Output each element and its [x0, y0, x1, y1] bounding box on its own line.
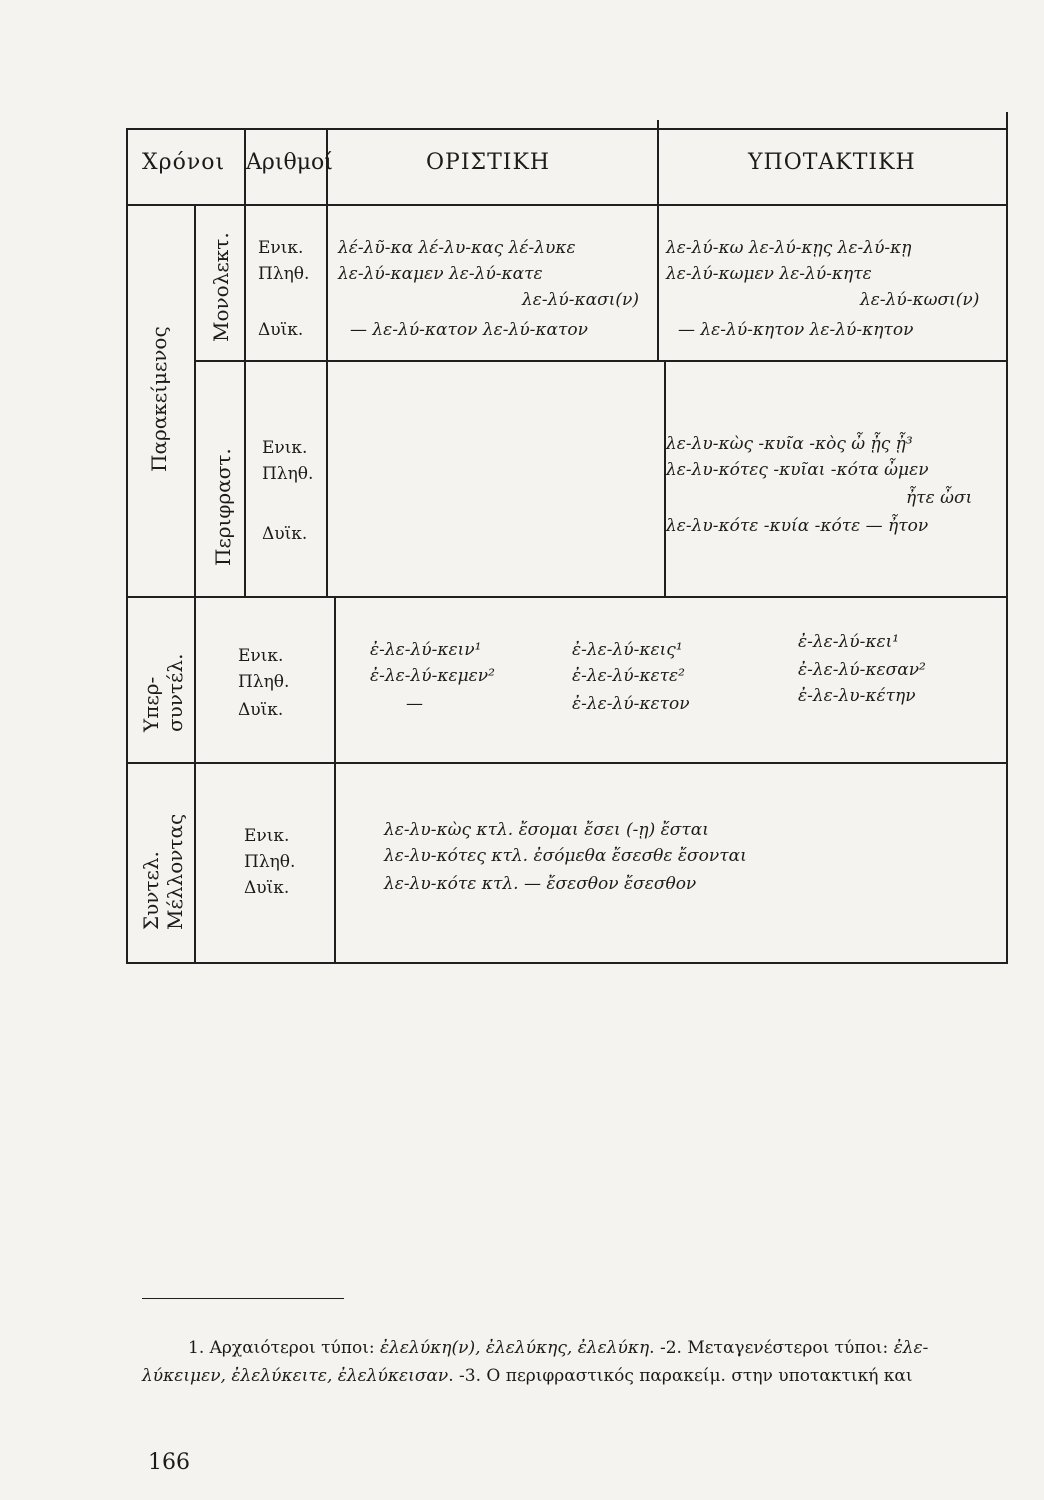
footnote-rule [142, 1298, 344, 1299]
footnote-text: . -2. Μεταγενέστεροι τύποι: [649, 1338, 894, 1358]
header-bottom-border [126, 204, 1008, 206]
page-number: 166 [148, 1450, 190, 1475]
footnote-line-2 [142, 1362, 913, 1390]
tense-label-parakeimenos: Παρακείμενος [147, 326, 171, 472]
subjunctive-form-line: λε-λυ-κότε -κυία -κότε — ἦτον [666, 516, 929, 536]
monolekt-bottom-border [194, 360, 1008, 362]
indicative-form-line: λε-λύ-καμεν λε-λύ-κατε [338, 264, 543, 284]
subjunctive-form-line: — λε-λύ-κητον λε-λύ-κητον [678, 320, 914, 340]
header-numbers: Αριθμοί [246, 150, 333, 175]
subjunctive-form-line: λε-λύ-κωσι(ν) [860, 290, 980, 310]
subtense-label-periphrast: Περιφραστ. [211, 448, 235, 566]
future-perfect-form: λε-λυ-κότε κτλ. — ἔσεσθον ἔσεσθον [384, 874, 697, 894]
tense-label-hypersyntel-2: συντέλ. [163, 653, 187, 732]
number-label-plural: Πληθ. [244, 852, 296, 872]
footnote-text: 1. Αρχαιότεροι τύποι: [188, 1338, 381, 1358]
footnote-forms: λύκειμεν, ἐλελύκειτε, ἐλελύκεισαν [142, 1366, 449, 1386]
subjunctive-form-line: λε-λύ-κω λε-λύ-κῃς λε-λύ-κῃ [666, 238, 912, 258]
footnote-line-1 [188, 1334, 928, 1362]
subjunctive-form-line: ἦτε ὦσι [906, 488, 973, 508]
pluperfect-form: ἐ-λε-λύ-κετε² [572, 666, 685, 686]
tense-label-future-perfect-1: Συντελ. [139, 851, 163, 930]
header-indicative: ΟΡΙΣΤΙΚΗ [426, 150, 551, 175]
table-right-border [1006, 112, 1008, 964]
mood-divider-top [657, 120, 659, 360]
number-label-singular: Ενικ. [262, 438, 308, 458]
pluperfect-form: ἐ-λε-λύ-κετον [572, 694, 690, 714]
number-label-plural: Πληθ. [238, 672, 290, 692]
subtense-label-monolekt: Μονολεκτ. [209, 232, 233, 342]
number-label-plural: Πληθ. [258, 264, 310, 284]
number-label-dual: Δυϊκ. [244, 878, 290, 898]
number-label-singular: Ενικ. [258, 238, 304, 258]
tense-label-future-perfect-2: Μέλλοντας [163, 813, 187, 930]
pluperfect-form: ἐ-λε-λύ-κεμεν² [370, 666, 495, 686]
future-perfect-form: λε-λυ-κὼς κτλ. ἔσομαι ἔσει (-ῃ) ἔσται [384, 820, 709, 840]
footnote-text: . -3. Ο περιφραστικός παρακείμ. στην υποτακτική και [448, 1366, 913, 1386]
number-label-dual: Δυϊκ. [238, 700, 284, 720]
indicative-form-line: λέ-λῦ-κα λέ-λυ-κας λέ-λυκε [338, 238, 576, 258]
pluperfect-form: ἐ-λε-λυ-κέτην [798, 686, 916, 706]
indicative-form-line: λε-λύ-κασι(ν) [522, 290, 639, 310]
tense-number-divider [244, 128, 246, 596]
future-perfect-form: λε-λυ-κότες κτλ. ἐσόμεθα ἔσεσθε ἔσονται [384, 846, 747, 866]
subjunctive-form-line: λε-λυ-κότες -κυῖαι -κότα ὦμεν [666, 460, 929, 480]
number-form-divider [326, 128, 328, 596]
tense-label-hypersyntel-1: Υπερ- [139, 676, 163, 732]
lower-number-divider [334, 596, 336, 964]
subjunctive-form-line: λε-λύ-κωμεν λε-λύ-κητε [666, 264, 872, 284]
indicative-form-line: — λε-λύ-κατον λε-λύ-κατον [350, 320, 588, 340]
footnote-forms: ἐλε- [893, 1338, 929, 1358]
subjunctive-form-line: λε-λυ-κὼς -κυῖα -κὸς ὦ ᾖς ᾖ³ [666, 434, 913, 454]
number-label-dual: Δυϊκ. [262, 524, 308, 544]
table-top-border [126, 128, 1008, 130]
number-label-plural: Πληθ. [262, 464, 314, 484]
header-subjunctive: ΥΠΟΤΑΚΤΙΚΗ [748, 150, 916, 175]
pluperfect-form: ἐ-λε-λύ-κει¹ [798, 632, 900, 652]
table-bottom-border [126, 962, 1008, 964]
number-label-singular: Ενικ. [244, 826, 290, 846]
hypersyntel-bottom-border [126, 762, 1008, 764]
subtense-divider [194, 204, 196, 964]
pluperfect-form: — [406, 694, 423, 714]
number-label-singular: Ενικ. [238, 646, 284, 666]
number-label-dual: Δυϊκ. [258, 320, 304, 340]
parakeimenos-bottom-border [126, 596, 1008, 598]
footnote-forms: ἐλελύκη(ν), ἐλελύκης, ἐλελύκη [380, 1338, 650, 1358]
pluperfect-form: ἐ-λε-λύ-κεις¹ [572, 640, 683, 660]
pluperfect-form: ἐ-λε-λύ-κειν¹ [370, 640, 482, 660]
header-tenses: Χρόνοι [142, 150, 226, 175]
pluperfect-form: ἐ-λε-λύ-κεσαν² [798, 660, 926, 680]
table-left-border [126, 128, 128, 964]
